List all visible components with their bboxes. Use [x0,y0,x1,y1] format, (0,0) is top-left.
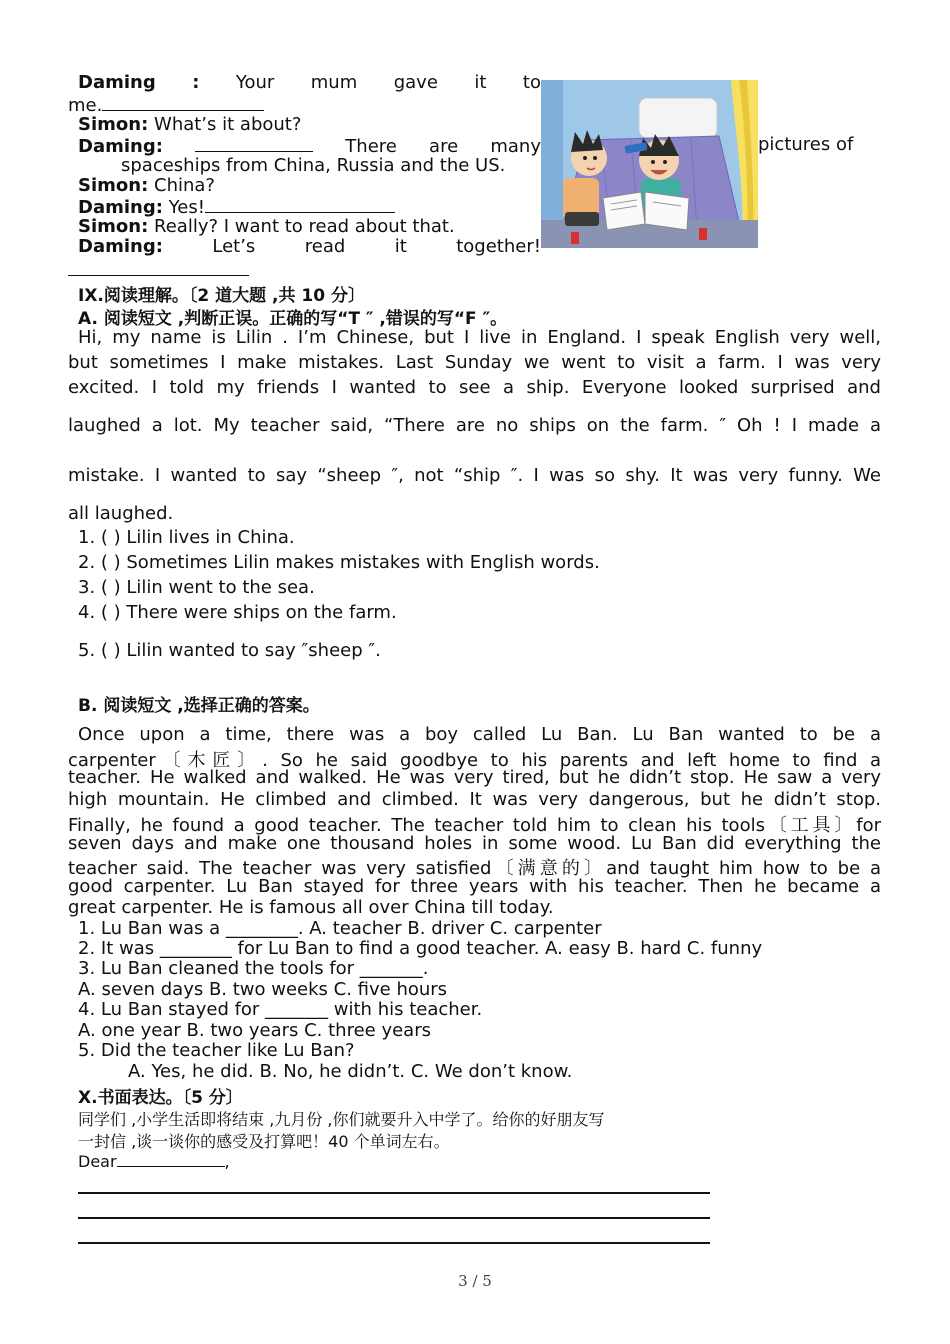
part-a-line-1: Hi, my name is Lilin . I’m Chinese, but I live in England. I speak English very well, [78,327,881,348]
part-a-question-4: 4. ( ) There were ships on the farm. [78,602,397,623]
writing-line[interactable] [78,1217,710,1219]
dialogue-line-1 [78,72,541,93]
part-b-line-4: high mountain. He climbed and climbed. It was very dangerous, but he didn’t stop. [68,789,881,810]
part-b-options-3: A. seven days B. two weeks C. five hours [78,979,448,1000]
part-a-heading: A. 阅读短文 ,判断正误。正确的写“T ″ ,错误的写“F ″。 [78,309,508,329]
writing-line[interactable] [78,1242,710,1244]
page-number: 3 / 5 [458,1272,492,1290]
recipient-blank[interactable] [117,1151,225,1167]
part-a-line-6: all laughed. [68,503,174,524]
word: to [522,72,541,93]
dialogue-line-3-tail: pictures of [758,134,854,155]
dialogue-line-3-cont: spaceships from China, Russia and the US. [121,155,506,176]
word: gave [393,72,438,93]
part-b-options-5: A. Yes, he did. B. No, he didn’t. C. We don’t know. [128,1061,573,1082]
part-a-line-4: laughed a lot. My teacher said, “There are no ships on the farm. ″ Oh ! I made a [68,415,881,436]
writing-prompt-line-1: 同学们 ,小学生活即将结束 ,九月份 ,你们就要升入中学了。给你的好朋友写 [78,1110,605,1129]
dialogue-line-5: Daming: Yes! [78,195,395,218]
section-10-heading: X.书面表达。〔5 分〕 [78,1088,243,1108]
part-b-line-2: carpenter〔木匠〕. So he said goodbye to his parents and left home to find a [68,750,881,771]
part-b-line-7: teacher said. The teacher was very satisfied〔满意的〕and taught him how to be a [68,858,881,879]
part-b-line-6: seven days and make one thousand holes in some wood. Lu Ban did everything the [68,833,881,854]
part-a-question-5: 5. ( ) Lilin wanted to say ″sheep ″. [78,640,381,661]
part-b-question-2: 2. It was ________ for Lu Ban to find a good teacher. A. easy B. hard C. funny [78,938,763,959]
part-b-question-4: 4. Lu Ban stayed for _______ with his teacher. [78,999,483,1020]
writing-line[interactable] [78,1192,710,1194]
dialogue-line-7: Daming: Let’s read it together! [78,236,541,257]
answer-blank[interactable] [205,195,395,213]
speaker-daming: Daming [78,72,156,93]
part-a-question-2: 2. ( ) Sometimes Lilin makes mistakes with English words. [78,552,600,573]
part-b-line-9: great carpenter. He is famous all over China till today. [68,897,554,918]
dialogue-line-3: Daming: There are many [78,136,541,157]
answer-blank[interactable] [102,93,264,111]
dialogue-line-4: Simon: China? [78,175,215,196]
section-9-heading: IX.阅读理解。〔2 道大题 ,共 10 分〕 [78,286,366,306]
word: it [474,72,487,93]
part-b-question-1: 1. Lu Ban was a ________. A. teacher B. driver C. carpenter [78,918,602,939]
dialogue-line-6: Simon: Really? I want to read about that. [78,216,455,237]
dialogue-line-2: Simon: What’s it about? [78,114,302,135]
answer-blank[interactable] [68,275,249,276]
answer-blank[interactable] [195,134,313,152]
part-a-question-3: 3. ( ) Lilin went to the sea. [78,577,315,598]
part-b-line-8: good carpenter. Lu Ban stayed for three years with his teacher. Then he became a [68,876,881,897]
part-a-line-2: but sometimes I make mistakes. Last Sunday we went to visit a farm. I was very [68,352,881,373]
writing-prompt-line-2: 一封信 ,谈一谈你的感受及打算吧！40 个单词左右。 [78,1132,450,1151]
speaker-colon: : [192,72,200,93]
part-a-line-5: mistake. I wanted to say “sheep ″, not “ship ″. I was so shy. It was very funny. We [68,465,881,486]
part-a-line-3: excited. I told my friends I wanted to see a ship. Everyone looked surprised and [68,377,881,398]
part-b-line-3: teacher. He walked and walked. He was very tired, but he didn’t stop. He saw a very [68,767,881,788]
part-b-heading: B. 阅读短文 ,选择正确的答案。 [78,696,320,716]
part-b-line-1: Once upon a time, there was a boy called Lu Ban. Lu Ban wanted to be a [78,724,881,745]
word: Your [235,72,275,93]
dialogue-line-1-cont: me. [68,93,264,116]
part-a-question-1: 1. ( ) Lilin lives in China. [78,527,295,548]
part-b-options-4: A. one year B. two years C. three years [78,1020,431,1041]
open-book [603,192,689,230]
part-b-question-5: 5. Did the teacher like Lu Ban? [78,1040,355,1061]
dear-line: Dear , [78,1152,230,1171]
part-b-question-3: 3. Lu Ban cleaned the tools for _______. [78,958,429,979]
boys-reading-illustration [541,80,758,248]
word: mum [310,72,358,93]
part-b-line-5: Finally, he found a good teacher. The teacher told him to clean his tools〔工具〕for [68,815,881,836]
